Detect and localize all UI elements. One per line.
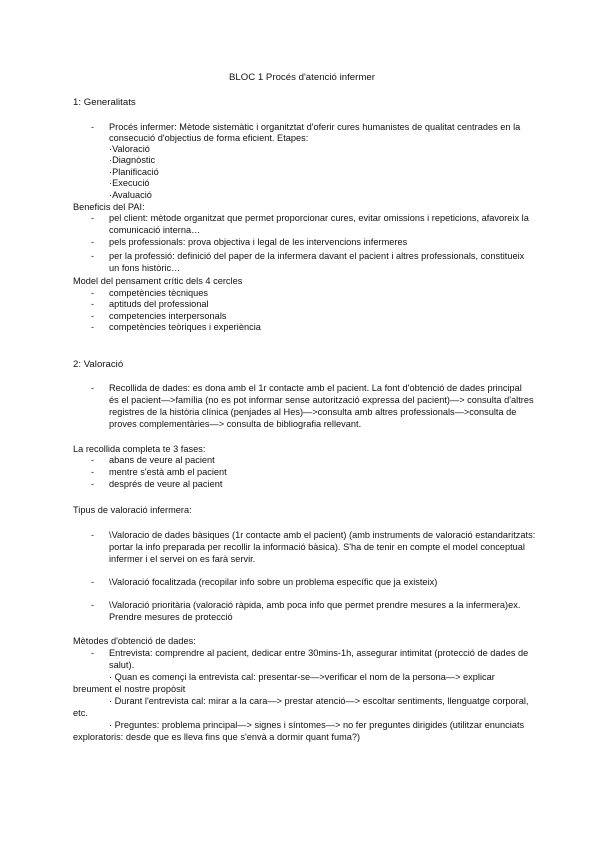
tipus-2-line: \Valoració focalitzada (recopilar info sobre un problema específic que ja existeix): [109, 577, 438, 587]
bullet-dash: -: [91, 122, 95, 132]
bullet-dash: -: [91, 455, 95, 465]
benefici-item: per la professió: definició del paper de la infermera davant el pacient i altres professionals, constitueix: [109, 251, 525, 261]
benefici-item: pels professionals: prova objectiva i legal de les intervencions infermeres: [109, 237, 408, 247]
beneficis-heading: Beneficis del PAI:: [73, 202, 145, 212]
bullet-dash: -: [91, 213, 95, 223]
durant-line: etc.: [73, 708, 88, 718]
bullet-dash: -: [91, 479, 95, 489]
bullet-dash: -: [91, 383, 95, 393]
tipus-heading: Tipus de valoració infermera:: [73, 505, 192, 515]
benefici-item: pel client: mètode organitzat que permet proporcionar cures, evitar omissions i repeticions, afavoreix la: [109, 213, 529, 223]
fase-item: mentre s'està amb el pacient: [109, 467, 227, 477]
tipus-3-line: Prendre mesures de protecció: [109, 612, 233, 622]
recollida-line: és el pacient—>família (no es pot informar sense autorització expressa del pacient)—> consulta d'altres: [109, 395, 534, 405]
entrevista-line: Entrevista: comprendre al pacient, dedicar entre 30mins-1h, assegurar intimitat (protecció de dades de: [109, 648, 529, 658]
bullet-dash: -: [91, 322, 95, 332]
bullet-dash: -: [91, 288, 95, 298]
durant-line: · Durant l'entrevista cal: mirar a la cara—> prestar atenció—> escoltar sentiments, llenguatge corporal,: [109, 696, 529, 706]
tipus-1-line: \Valoracio de dades bàsiques (1r contacte amb el pacient) (amb instruments de valoració estandaritzats:: [109, 530, 536, 540]
bullet-dash: -: [91, 577, 95, 587]
fases-heading: La recollida completa te 3 fases:: [73, 444, 206, 454]
proces-line-2: consecució d'objectius de forma eficient. Etapes:: [109, 133, 309, 143]
quan-line: · Quan es començi la entrevista cal: presentar-se—>verificar el nom de la persona—> explicar: [109, 672, 495, 682]
bullet-dash: -: [91, 648, 95, 658]
fase-item: després de veure al pacient: [109, 479, 223, 489]
model-item: competències teòriques i experiència: [109, 322, 261, 332]
metodes-heading: Mètodes d'obtenció de dades:: [73, 636, 196, 646]
recollida-line: Recollida de dades: es dona amb el 1r contacte amb el pacient. La font d'obtenció de dades principal: [109, 383, 522, 393]
quan-line: breument el nostre propòsit: [73, 684, 186, 694]
tipus-1-line: infermer i el servei on es farà servir.: [109, 554, 256, 564]
etapa-item: ·Diagnòstic: [109, 155, 156, 165]
etapa-item: ·Valoració: [109, 144, 150, 154]
bullet-dash: -: [91, 467, 95, 477]
fase-item: abans de veure al pacient: [109, 455, 215, 465]
bullet-dash: -: [91, 600, 95, 610]
etapa-item: ·Execució: [109, 178, 150, 188]
recollida-line: proves complementàries—> consulta de bibliografia rellevant.: [109, 419, 362, 429]
bullet-dash: -: [91, 299, 95, 309]
benefici-item-cont: comunicació interna…: [109, 225, 201, 235]
recollida-line: registres de la història clínica (penjades al Hes)—>consulta amb altres professionals—>consulta de: [109, 407, 517, 417]
bullet-dash: -: [91, 311, 95, 321]
model-item: aptituds del professional: [109, 299, 209, 309]
model-item: competencies interpersonals: [109, 311, 227, 321]
preguntes-line: · Preguntes: problema principal—> signes i síntomes—> no fer preguntes dirigides (utilitzar enunciats: [109, 720, 525, 730]
model-item: competències tècniques: [109, 288, 209, 298]
section-heading-generalitats: 1: Generalitats: [73, 97, 136, 108]
model-heading: Model del pensament crític dels 4 cercles: [73, 276, 243, 286]
document-title: BLOC 1 Procés d'atenció infermer: [229, 72, 375, 83]
benefici-item-cont: un fons històric…: [109, 263, 181, 273]
section-heading-valoracio: 2: Valoració: [73, 359, 124, 370]
bullet-dash: -: [91, 237, 95, 247]
bullet-dash: -: [91, 251, 95, 261]
preguntes-line: exploratoris: desde que es lleva fins que s'envà a dormir quant fuma?): [73, 732, 361, 742]
entrevista-line: salut).: [109, 660, 135, 670]
etapa-item: ·Planificació: [109, 167, 159, 177]
bullet-dash: -: [91, 530, 95, 540]
proces-line-1: Procés infermer: Mètode sistemàtic i organitztat d'oferir cures humanistes de qualitat centrades en la: [109, 122, 521, 132]
tipus-1-line: portar la info preparada per recollir la informació bàsica). S'ha de tenir en compte el model conceptual: [109, 542, 525, 552]
etapa-item: ·Avaluació: [109, 190, 152, 200]
tipus-3-line: \Valoració prioritària (valoració ràpida, amb poca info que permet prendre mesures a la infermera)ex.: [109, 600, 521, 610]
